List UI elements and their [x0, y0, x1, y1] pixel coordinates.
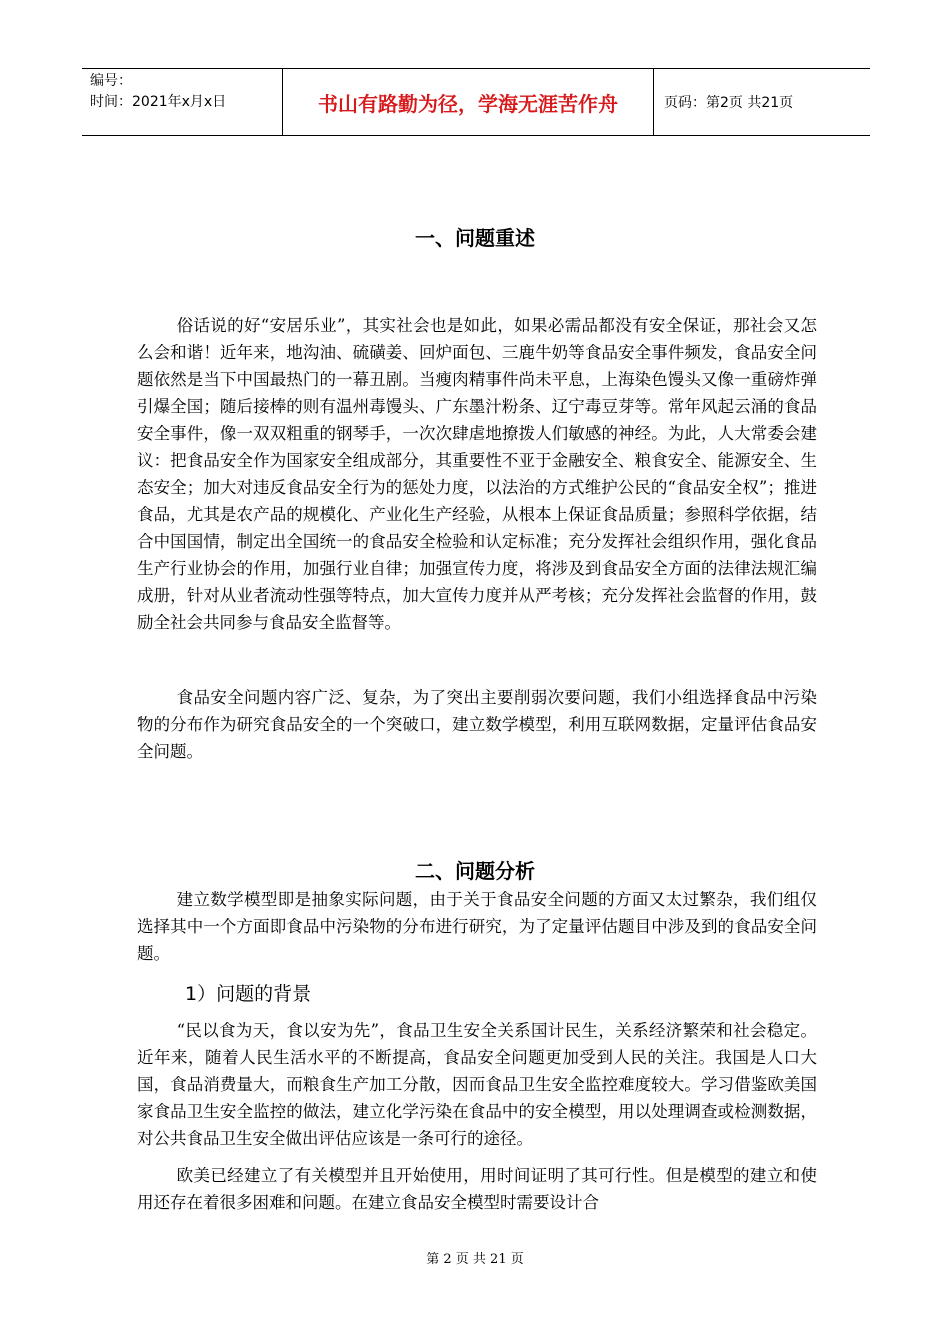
document-header	[82, 68, 870, 136]
page-footer: 第 2 页 共 21 页	[426, 1252, 524, 1267]
header-motto: 书山有路勤为径，学海无涯苦作舟	[282, 69, 654, 135]
section2-paragraph-3: 欧美已经建立了有关模型并且开始使用，用时间证明了其可行性。但是模型的建立和使用还存在着很多困难和问题。在建立食品安全模型时需要设计合	[137, 1166, 817, 1212]
section1-title: 一、问题重述	[415, 226, 535, 250]
section2-paragraph-1: 建立数学模型即是抽象实际问题，由于关于食品安全问题的方面又太过繁杂，我们组仅选择其中一个方面即食品中污染物的分布进行研究，为了定量评估题目中涉及到的食品安全问题。	[137, 890, 817, 963]
section1-paragraph-1: 俗话说的好“安居乐业”，其实社会也是如此，如果必需品都没有安全保证，那社会又怎么会和谐！近年来，地沟油、硫磺姜、回炉面包、三鹿牛奶等食品安全事件频发，食品安全问题依然是当下中国最热门的一幕丑剧。当瘦肉精事件尚未平息，上海染色馒头又像一重磅炸弹引爆全国；随后接棒的则有温州毒馒头、广东墨汁粉条、辽宁毒豆芽等。常年风起云涌的食品安全事件，像一双双粗重的钢琴手，一次次肆虐地撩拨人们敏感的神经。为此，人大常委会建议：把食品安全作为国家安全组成部分，其重要性不亚于金融安全、粮食安全、能源安全、生态安全；加大对违反食品安全行为的惩处力度，以法治的方式维护公民的“食品安全权”；推进食品，尤其是农产品的规模化、产业化生产经验，从根本上保证食品质量；参照科学依据，结合中国国情，制定出全国统一的食品安全检验和认定标准；充分发挥社会组织作用，强化食品生产行业协会的作用，加强行业自律；加强宣传力度，将涉及到食品安全方面的法律法规汇编成册，针对从业者流动性强等特点，加大宣传力度并从严考核；充分发挥社会监督的作用，鼓励全社会共同参与食品安全监督等。	[137, 316, 817, 632]
header-date: 时间：2021年x月x日	[90, 94, 227, 110]
header-number: 编号：	[90, 73, 132, 89]
header-meta	[82, 69, 282, 135]
section2-paragraph-2: “民以食为天，食以安为先”，食品卫生安全关系国计民生，关系经济繁荣和社会稳定。近年来，随着人民生活水平的不断提高，食品安全问题更加受到人民的关注。我国是人口大国，食品消费量大，而粮食生产加工分散，因而食品卫生安全监控难度较大。学习借鉴欧美国家食品卫生安全监控的做法，建立化学污染在食品中的安全模型，用以处理调查或检测数据，对公共食品卫生安全做出评估应该是一条可行的途径。	[137, 1021, 817, 1148]
header-page-label: 页码：第2页 共21页	[664, 95, 794, 111]
section2-subtitle: 1）问题的背景	[185, 983, 312, 1005]
section1-paragraph-2: 食品安全问题内容广泛、复杂，为了突出主要削弱次要问题，我们小组选择食品中污染物的分布作为研究食品安全的一个突破口，建立数学模型，利用互联网数据，定量评估食品安全问题。	[137, 688, 817, 761]
section2-title: 二、问题分析	[415, 859, 535, 883]
